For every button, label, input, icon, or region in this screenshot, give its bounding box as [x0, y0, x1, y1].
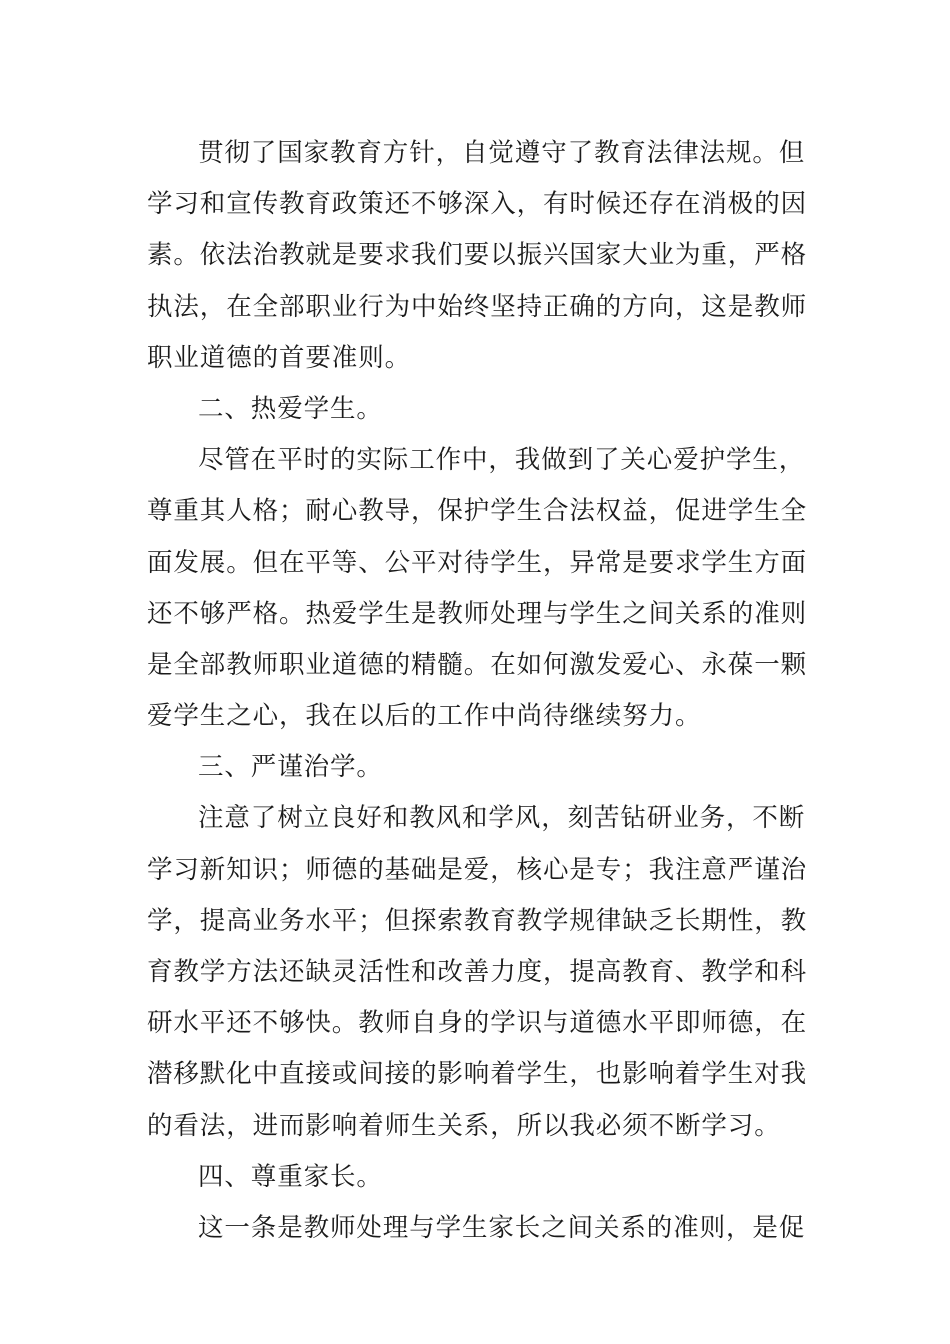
paragraph-line: 爱学生之心，我在以后的工作中尚待继续努力。: [147, 701, 702, 732]
paragraph-line: 学，提高业务水平；但探索教育教学规律缺乏长期性，教: [147, 905, 808, 936]
paragraph-line: 还不够严格。热爱学生是教师处理与学生之间关系的准则: [147, 598, 808, 629]
paragraph-line: 育教学方法还缺灵活性和改善力度，提高教育、教学和科: [147, 957, 808, 987]
paragraph-line: 执法，在全部职业行为中始终坚持正确的方向，这是教师: [147, 291, 808, 322]
paragraph-line: 素。依法治教就是要求我们要以振兴国家大业为重，严格: [147, 240, 808, 271]
section-heading: 二、热爱学生。: [198, 393, 383, 424]
paragraph-line: 的看法，进而影响着师生关系，所以我必须不断学习。: [147, 1110, 781, 1141]
paragraph-line: 这一条是教师处理与学生家长之间关系的准则，是促: [198, 1212, 806, 1243]
paragraph-line: 潜移默化中直接或间接的影响着学生，也影响着学生对我: [147, 1059, 808, 1090]
paragraph-line: 尽管在平时的实际工作中，我做到了关心爱护学生，: [198, 445, 806, 476]
paragraph-line: 学习新知识；师德的基础是爱，核心是专；我注意严谨治: [147, 854, 808, 885]
paragraph-line: 贯彻了国家教育方针，自觉遵守了教育法律法规。但: [198, 138, 806, 168]
document-body: [147, 128, 809, 1254]
section-heading: 四、尊重家长。: [198, 1161, 383, 1192]
paragraph-line: 是全部教师职业道德的精髓。在如何激发爱心、永葆一颗: [147, 649, 808, 680]
paragraph-line: 注意了树立良好和教风和学风，刻苦钻研业务，不断: [198, 803, 806, 834]
section-heading: 三、严谨治学。: [198, 752, 383, 783]
paragraph-line: 尊重其人格；耐心教导，保护学生合法权益，促进学生全: [147, 496, 808, 527]
paragraph-line: 研水平还不够快。教师自身的学识与道德水平即师德，在: [147, 1008, 808, 1039]
paragraph-line: 学习和宣传教育政策还不够深入，有时候还存在消极的因: [147, 189, 808, 220]
paragraph-line: 面发展。但在平等、公平对待学生，异常是要求学生方面: [147, 547, 808, 578]
paragraph-line: 职业道德的首要准则。: [147, 342, 412, 373]
